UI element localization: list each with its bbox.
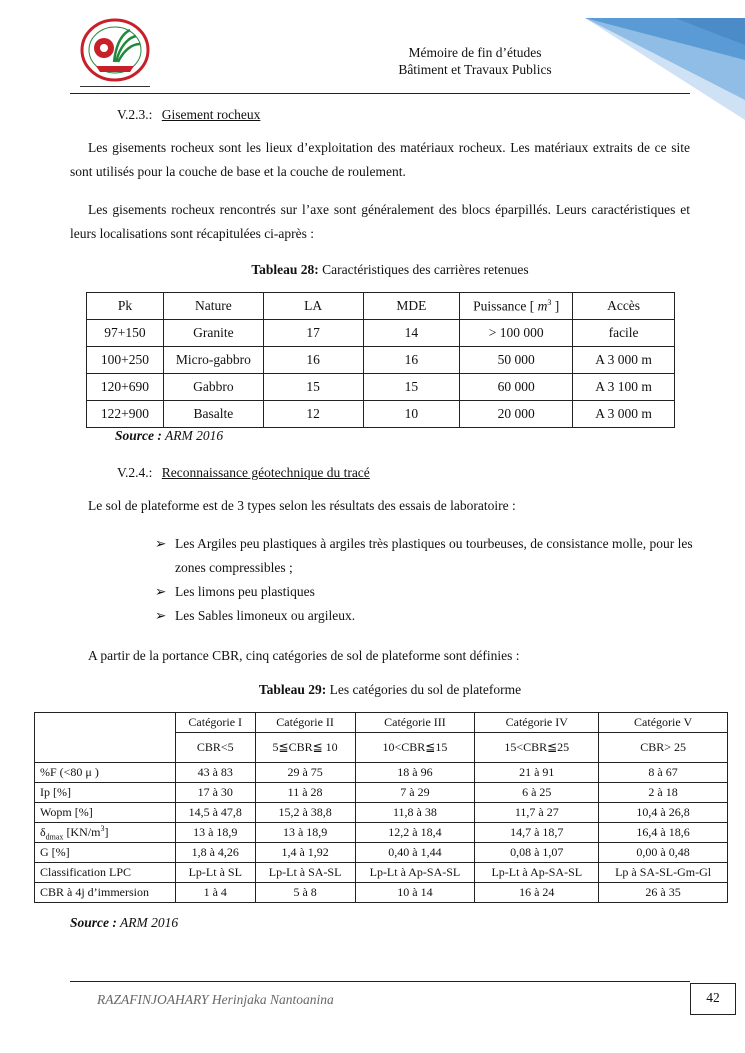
arrow-bullet-icon: ➢ (155, 536, 167, 551)
cbr-cell: CBR<5 (175, 733, 255, 763)
table-cell: 14 (363, 320, 460, 347)
table-cell: 13 à 18,9 (255, 823, 355, 843)
paragraph-1: Les gisements rocheux sont les lieux d’exploitation des matériaux rocheux. Les matériaux extraits de ce site sont utilisés pour la couche de base et la couche de roulement. (70, 140, 690, 179)
source-label: Source : (70, 915, 117, 930)
row-label: CBR à 4j d’immersion (35, 883, 176, 903)
category-cell: Catégorie III (355, 713, 475, 733)
table-cell: Micro-gabbro (163, 347, 263, 374)
header-rule (70, 93, 690, 94)
list-item: ➢ Les Sables limoneux ou argileux. (155, 604, 695, 628)
section-title: Reconnaissance géotechnique du tracé (161, 465, 370, 480)
page-number: 42 (690, 983, 736, 1015)
table-cell: 20 000 (460, 401, 573, 428)
table-28-source (115, 428, 223, 444)
source-text: ARM 2016 (120, 915, 179, 930)
category-cell: Catégorie V (599, 713, 728, 733)
table-cell: 60 000 (460, 374, 573, 401)
table-cell: 43 à 83 (175, 763, 255, 783)
caption-label: Tableau 28: (251, 262, 319, 277)
table-cell: 7 à 29 (355, 783, 475, 803)
table-cell: 0,08 à 1,07 (475, 843, 599, 863)
table-cell: Lp-Lt à SL (175, 863, 255, 883)
table-cell: 12,2 à 18,4 (355, 823, 475, 843)
table-row (35, 863, 728, 883)
empty-corner-cell (35, 713, 176, 763)
table-cell: 29 à 75 (255, 763, 355, 783)
table-cell: 10 à 14 (355, 883, 475, 903)
table-cell: Lp-Lt à Ap-SA-SL (355, 863, 475, 883)
table-cell: Granite (163, 320, 263, 347)
table-cell: 15,2 à 38,8 (255, 803, 355, 823)
table-row (35, 783, 728, 803)
table-cell: 2 à 18 (599, 783, 728, 803)
table-cell: 1,8 à 4,26 (175, 843, 255, 863)
section-heading-v23 (117, 107, 260, 123)
table-cell: Basalte (163, 401, 263, 428)
school-emblem-icon (70, 14, 160, 94)
table-cell: 50 000 (460, 347, 573, 374)
arrow-bullet-icon: ➢ (155, 608, 167, 623)
table-cell: A 3 000 m (573, 347, 675, 374)
footer-author: RAZAFINJOAHARY Herinjaka Nantoanina (97, 992, 334, 1007)
caption-text: Les catégories du sol de plateforme (329, 682, 522, 697)
cbr-cell: CBR> 25 (599, 733, 728, 763)
table-cell: 0,00 à 0,48 (599, 843, 728, 863)
source-label: Source : (115, 428, 162, 443)
table-29-caption (70, 682, 710, 698)
caption-text: Caractéristiques des carrières retenues (322, 262, 529, 277)
table-cell: 10 (363, 401, 460, 428)
table-row (35, 823, 728, 843)
quarries-table (86, 292, 675, 428)
caption-label: Tableau 29: (258, 682, 327, 697)
table-29-source (70, 915, 178, 931)
row-label: Wopm [%] (35, 803, 176, 823)
table-cell: 15 (363, 374, 460, 401)
category-cell: Catégorie IV (475, 713, 599, 733)
table-cell: 11,7 à 27 (475, 803, 599, 823)
table-header-row (87, 293, 675, 320)
row-label-dmax: $\delta_{dmax}$ $[KN/m^3]$ (35, 823, 176, 843)
list-item: ➢ Les limons peu plastiques (155, 580, 695, 604)
table-cell: 16 (363, 347, 460, 374)
table-cell: > 100 000 (460, 320, 573, 347)
table-cell: A 3 100 m (573, 374, 675, 401)
table-cell: 16,4 à 18,6 (599, 823, 728, 843)
cbr-cell: 5≦CBR≦ 10 (255, 733, 355, 763)
row-label: Classification LPC (35, 863, 176, 883)
category-cell: Catégorie II (255, 713, 355, 733)
table-cell: 16 à 24 (475, 883, 599, 903)
table-cell: 17 à 30 (175, 783, 255, 803)
header-cell: LA (263, 293, 363, 320)
table-row (87, 347, 675, 374)
table-cell: 18 à 96 (355, 763, 475, 783)
table-cell: 120+690 (87, 374, 164, 401)
table-cell: 14,5 à 47,8 (175, 803, 255, 823)
table-row (87, 320, 675, 347)
table-cell: Gabbro (163, 374, 263, 401)
table-row (35, 763, 728, 783)
list-item: ➢ Les Argiles peu plastiques à argiles très plastiques ou tourbeuses, de consistance molle, pour les zones compressibles ; (155, 532, 695, 580)
table-cell: 100+250 (87, 347, 164, 374)
table-cell: 21 à 91 (475, 763, 599, 783)
table-cell: 8 à 67 (599, 763, 728, 783)
table-cell: facile (573, 320, 675, 347)
cbr-cell: 10<CBR≦15 (355, 733, 475, 763)
header-line-2: Bâtiment et Travaux Publics (398, 62, 552, 77)
paragraph-2: Les gisements rocheux rencontrés sur l’axe sont généralement des blocs éparpillés. Leurs caractéristiques et leurs localisations sont récapitulées ci-après : (70, 202, 690, 241)
soil-types-list (155, 532, 695, 628)
section-number: V.2.3.: (117, 107, 153, 122)
table-cell: 16 (263, 347, 363, 374)
header-cell: Accès (573, 293, 675, 320)
header-cell-puissance: Puissance [ $m^3$ ] (460, 293, 573, 320)
table-cell: Lp-Lt à SA-SL (255, 863, 355, 883)
table-cell: 10,4 à 26,8 (599, 803, 728, 823)
table-row (35, 803, 728, 823)
row-label: G [%] (35, 843, 176, 863)
table-row (87, 401, 675, 428)
table-cell: 97+150 (87, 320, 164, 347)
category-header-row (35, 713, 728, 733)
table-row (35, 843, 728, 863)
cbr-cell: 15<CBR≦25 (475, 733, 599, 763)
footer-rule (70, 981, 690, 982)
table-cell: 14,7 à 18,7 (475, 823, 599, 843)
table-cell: 11,8 à 38 (355, 803, 475, 823)
table-cell: 17 (263, 320, 363, 347)
table-cell: Lp-Lt à Ap-SA-SL (475, 863, 599, 883)
section-title: Gisement rocheux (161, 107, 261, 122)
table-row (35, 883, 728, 903)
table-cell: 26 à 35 (599, 883, 728, 903)
table-28-caption (70, 262, 710, 278)
document-header (330, 44, 620, 78)
table-cell: Lp à SA-SL-Gm-Gl (599, 863, 728, 883)
category-cell: Catégorie I (175, 713, 255, 733)
header-cell: Nature (163, 293, 263, 320)
table-cell: 12 (263, 401, 363, 428)
section-number: V.2.4.: (117, 465, 153, 480)
table-cell: 122+900 (87, 401, 164, 428)
table-cell: 15 (263, 374, 363, 401)
table-cell: 1 à 4 (175, 883, 255, 903)
table-cell: 5 à 8 (255, 883, 355, 903)
table-cell: A 3 000 m (573, 401, 675, 428)
header-line-1: Mémoire de fin d’études (408, 45, 542, 60)
table-cell: 1,4 à 1,92 (255, 843, 355, 863)
table-cell: 11 à 28 (255, 783, 355, 803)
soil-categories-table (34, 712, 728, 903)
table-row (87, 374, 675, 401)
header-cell: MDE (363, 293, 460, 320)
table-cell: 6 à 25 (475, 783, 599, 803)
paragraph-3: Le sol de plateforme est de 3 types selon les résultats des essais de laboratoire : (88, 498, 516, 513)
row-label: Ip [%] (35, 783, 176, 803)
table-cell: 0,40 à 1,44 (355, 843, 475, 863)
header-cell: Pk (87, 293, 164, 320)
paragraph-4: A partir de la portance CBR, cinq catégories de sol de plateforme sont définies : (88, 648, 520, 663)
source-text: ARM 2016 (165, 428, 224, 443)
table-cell: 13 à 18,9 (175, 823, 255, 843)
row-label: %F (<80 μ ) (35, 763, 176, 783)
section-heading-v24 (117, 465, 370, 481)
arrow-bullet-icon: ➢ (155, 584, 167, 599)
